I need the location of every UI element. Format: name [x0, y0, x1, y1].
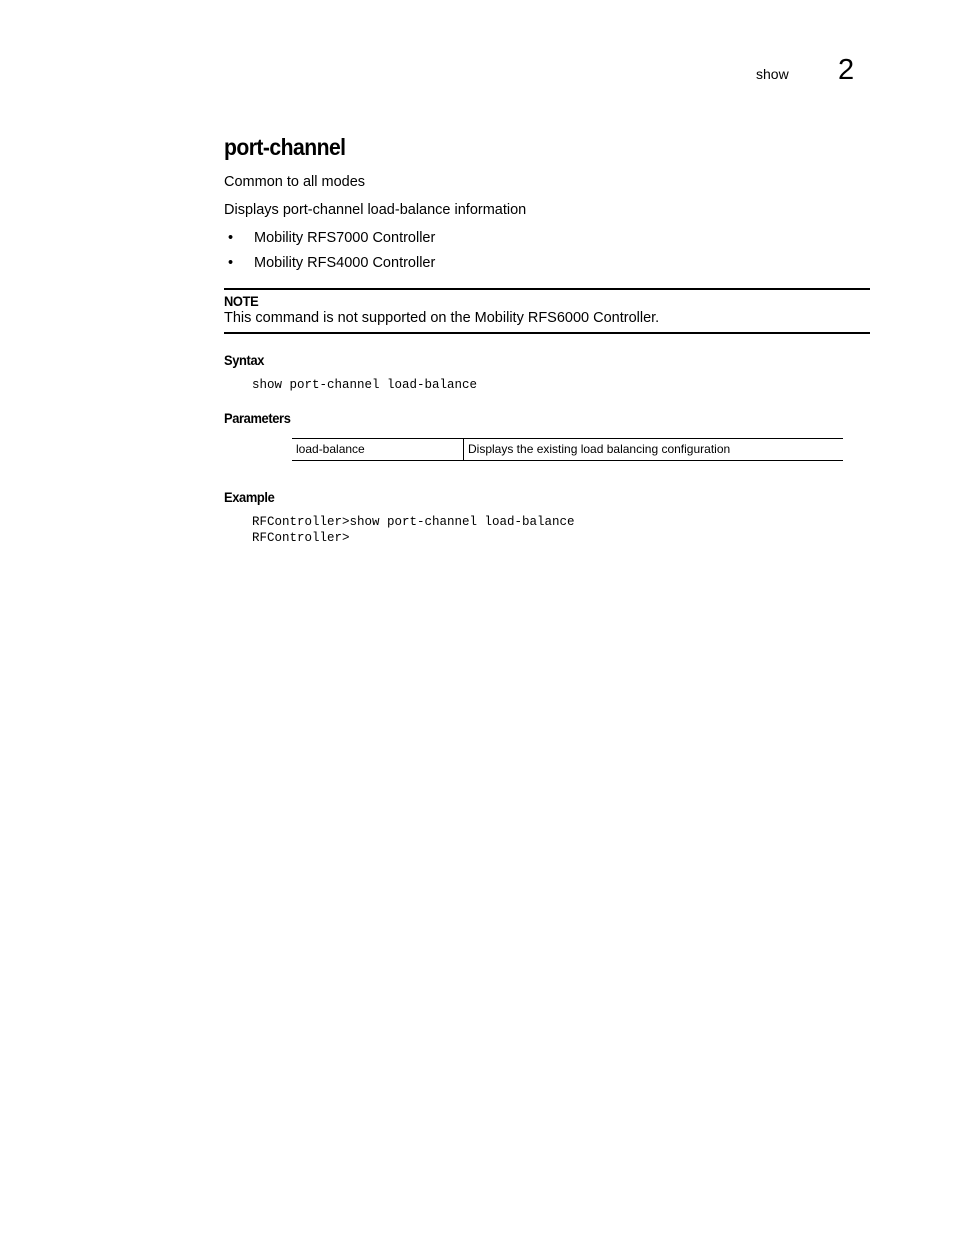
note-label: NOTE [224, 293, 259, 309]
running-header-section: show [756, 66, 789, 82]
bullet-icon: • [228, 230, 234, 246]
parameters-table [292, 438, 843, 461]
list-item [228, 230, 435, 246]
note-text: This command is not supported on the Mobility RFS6000 Controller. [224, 310, 660, 326]
parameter-name: load-balance [292, 439, 464, 461]
parameters-heading: Parameters [224, 410, 291, 426]
note-top-rule [224, 288, 870, 290]
syntax-code: show port-channel load-balance [252, 378, 478, 392]
table-row [292, 439, 843, 461]
description-text: Displays port-channel load-balance information [224, 202, 527, 218]
syntax-heading: Syntax [224, 352, 265, 368]
list-item-label: Mobility RFS7000 Controller [254, 230, 436, 246]
list-item-label: Mobility RFS4000 Controller [254, 255, 436, 271]
example-heading: Example [224, 489, 275, 505]
chapter-number: 2 [838, 54, 855, 86]
parameter-description: Displays the existing load balancing configuration [464, 439, 844, 461]
bullet-icon: • [228, 255, 234, 271]
list-item [228, 255, 435, 271]
example-code-line: RFController> [252, 531, 350, 545]
example-code-line: RFController>show port-channel load-balance [252, 515, 575, 529]
note-bottom-rule [224, 332, 870, 334]
page-title: port-channel [224, 134, 346, 160]
mode-text: Common to all modes [224, 174, 366, 190]
